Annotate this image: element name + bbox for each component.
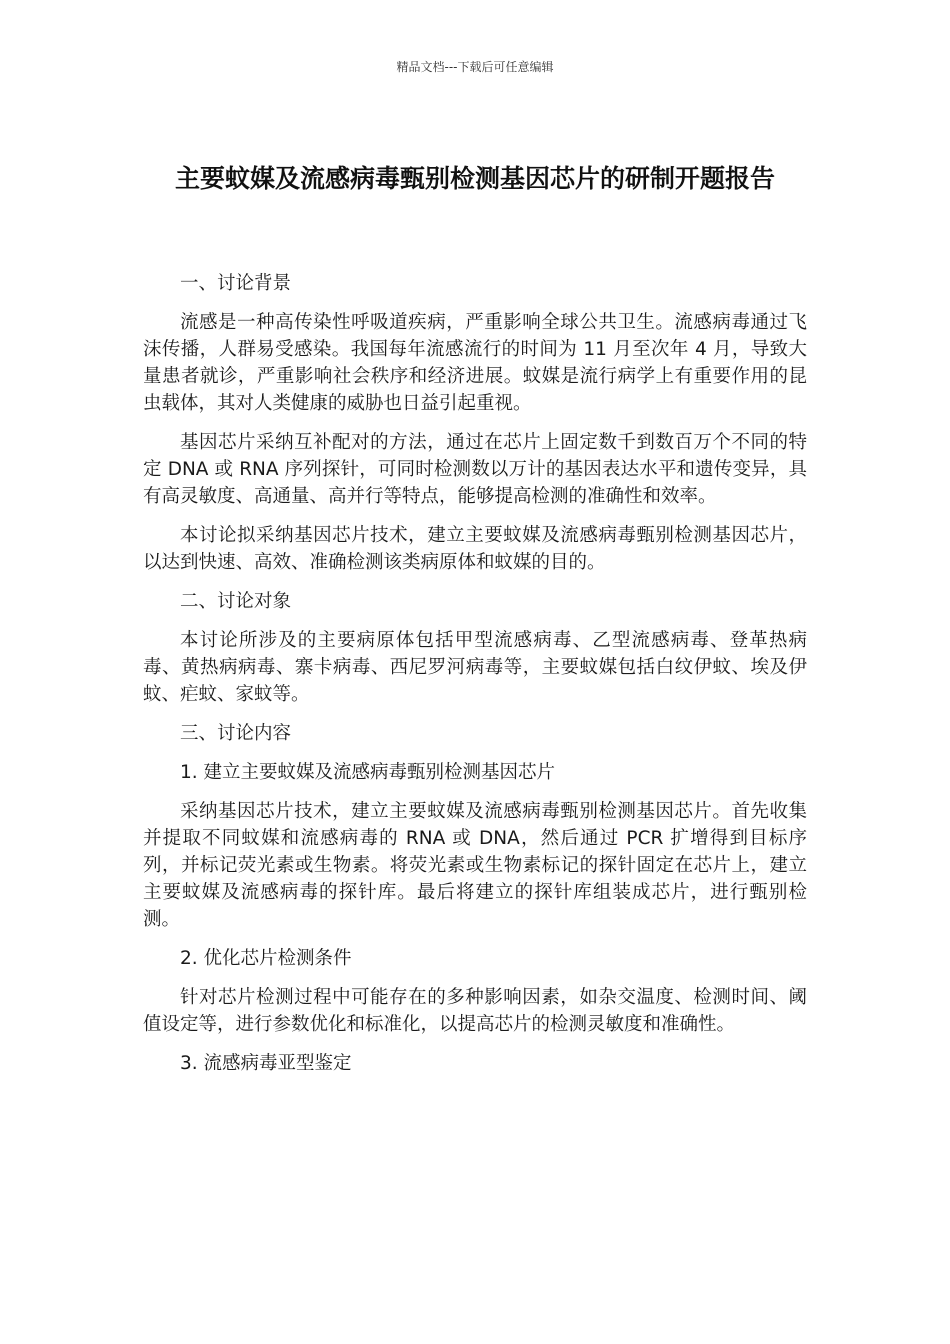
header-note: 精品文档---下载后可任意编辑 xyxy=(396,60,554,74)
subsection-heading: 3. 流感病毒亚型鉴定 xyxy=(180,1053,352,1074)
paragraph: 基因芯片采纳互补配对的方法，通过在芯片上固定数千到数百万个不同的特定 DNA 或 RNA 序列探针，可同时检测数以万计的基因表达水平和遗传变异，具有高灵敏度、高通量、高并行等特点，能够提高检测的准确性和效率。 xyxy=(143,432,807,507)
section-heading-content: 三、讨论内容 xyxy=(180,723,292,744)
document-title: 主要蚊媒及流感病毒甄别检测基因芯片的研制开题报告 xyxy=(174,163,775,193)
document-body xyxy=(143,270,807,1089)
section-heading-subjects: 二、讨论对象 xyxy=(180,591,292,612)
paragraph: 采纳基因芯片技术，建立主要蚊媒及流感病毒甄别检测基因芯片。首先收集并提取不同蚊媒和流感病毒的 RNA 或 DNA，然后通过 PCR 扩增得到目标序列，并标记荧光素或生物素。将荧光素或生物素标记的探针固定在芯片上，建立主要蚊媒及流感病毒的探针库。最后将建立的探针库组装成芯片，进行甄别检测。 xyxy=(143,801,807,930)
subsection-heading: 2. 优化芯片检测条件 xyxy=(180,948,352,969)
section-heading-background: 一、讨论背景 xyxy=(180,273,292,294)
paragraph: 本讨论所涉及的主要病原体包括甲型流感病毒、乙型流感病毒、登革热病毒、黄热病病毒、寨卡病毒、西尼罗河病毒等，主要蚊媒包括白纹伊蚊、埃及伊蚊、疟蚊、家蚊等。 xyxy=(143,630,807,705)
paragraph: 流感是一种高传染性呼吸道疾病，严重影响全球公共卫生。流感病毒通过飞沫传播，人群易受感染。我国每年流感流行的时间为 11 月至次年 4 月，导致大量患者就诊，严重影响社会秩序和经济进展。蚊媒是流行病学上有重要作用的昆虫载体，其对人类健康的威胁也日益引起重视。 xyxy=(143,312,807,414)
subsection-heading: 1. 建立主要蚊媒及流感病毒甄别检测基因芯片 xyxy=(180,762,556,783)
paragraph: 针对芯片检测过程中可能存在的多种影响因素，如杂交温度、检测时间、阈值设定等，进行参数优化和标准化，以提高芯片的检测灵敏度和准确性。 xyxy=(143,987,807,1035)
paragraph: 本讨论拟采纳基因芯片技术，建立主要蚊媒及流感病毒甄别检测基因芯片，以达到快速、高效、准确检测该类病原体和蚊媒的目的。 xyxy=(143,525,807,573)
